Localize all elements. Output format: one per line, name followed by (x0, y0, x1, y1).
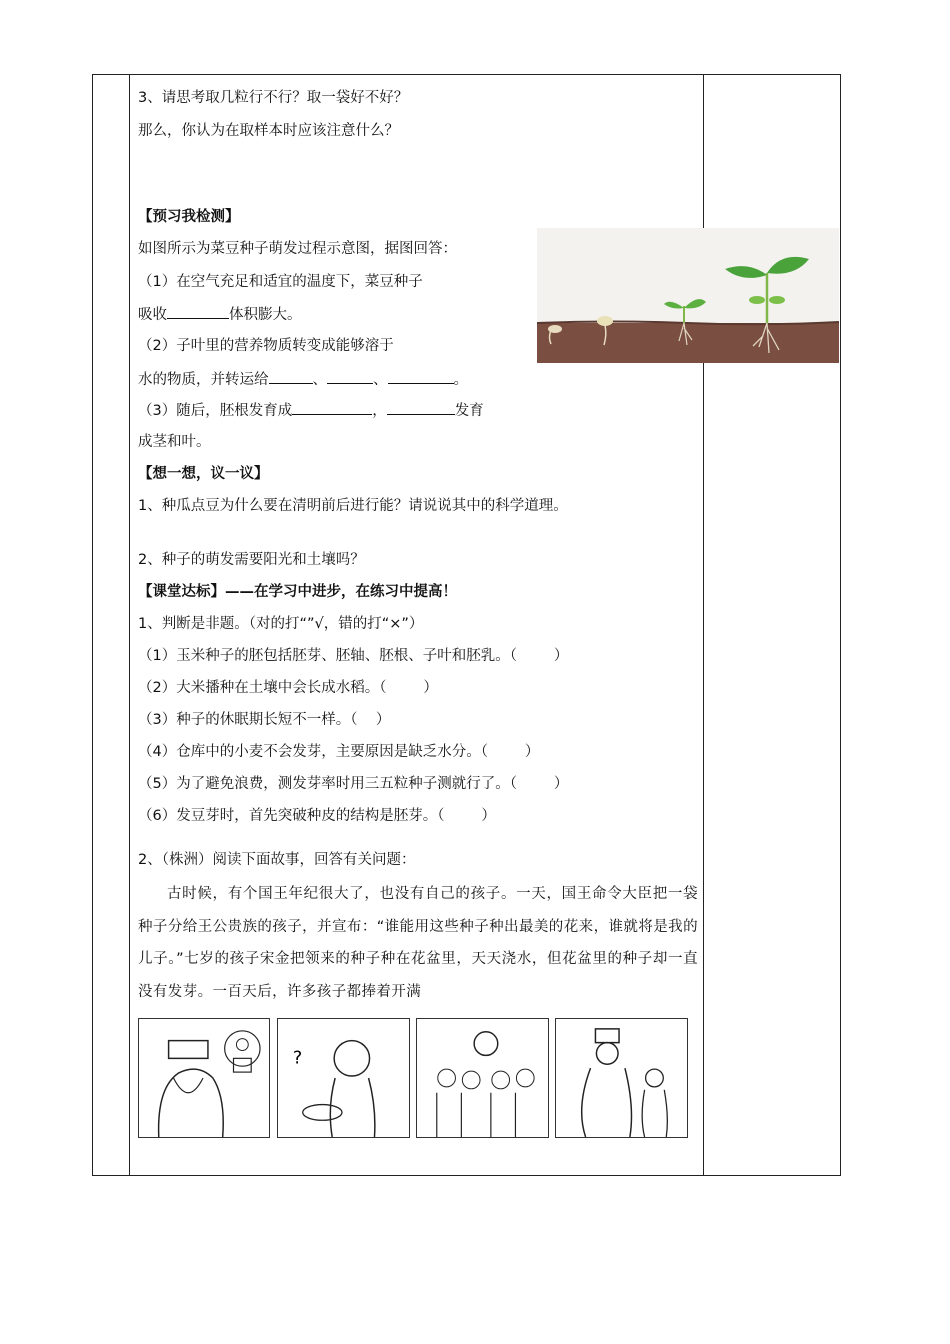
judge-item-3: （3）种子的休眠期长短不一样。（ ） (138, 712, 391, 728)
judge-title: 1、判断是非题。（对的打“”√，错的打“×”） (138, 616, 424, 632)
preview-q3-line1 (138, 400, 484, 421)
preview-q2-line1: （2）子叶里的营养物质转变成能够溶于 (138, 338, 394, 354)
comic-panel-boy (277, 1018, 410, 1138)
discuss-item-1: 1、种瓜点豆为什么要在清明前后进行能？请说说其中的科学道理。 (138, 498, 568, 514)
column-divider-left (129, 74, 130, 1176)
answer-blank[interactable] (388, 369, 454, 384)
text: （3）随后，胚根发育成 (138, 403, 293, 419)
reading-title: 2、（株洲）阅读下面故事，回答有关问题： (138, 852, 416, 868)
judge-item-1: （1）玉米种子的胚包括胚芽、胚轴、胚根、子叶和胚乳。（ ） (138, 648, 569, 664)
germination-illustration (537, 228, 839, 363)
classroom-heading: 【课堂达标】——在学习中进步，在练习中提高！ (138, 584, 457, 600)
judge-item-6: （6）发豆芽时，首先突破种皮的结构是胚芽。（ ） (138, 808, 496, 824)
preview-q3-line2: 成茎和叶。 (138, 434, 211, 450)
preview-heading: 【预习我检测】 (138, 209, 240, 225)
bean-germination-figure (537, 228, 839, 363)
boy-with-empty-pot-illustration (278, 1019, 409, 1137)
comic-panel-king (138, 1018, 270, 1138)
comic-panel-reward (555, 1018, 688, 1138)
discuss-item-2: 2、种子的萌发需要阳光和土壤吗？ (138, 552, 365, 568)
text: 。 (453, 372, 468, 388)
judge-item-2: （2）大米播种在土壤中会长成水稻。（ ） (138, 680, 438, 696)
text: 水的物质，并转运给 (138, 372, 269, 388)
answer-blank[interactable] (387, 400, 455, 415)
text: 、 (373, 372, 388, 388)
preview-q2-line2 (138, 369, 468, 390)
preview-q1-line1: （1）在空气充足和适宜的温度下，菜豆种子 (138, 274, 423, 290)
text: 发育 (454, 403, 484, 419)
text: 体积膨大。 (229, 307, 302, 323)
children-with-flowers-illustration (417, 1019, 548, 1137)
story-paragraph: 古时候，有个国王年纪很大了，也没有自己的孩子。一天，国王命令大臣把一袋种子分给王公贵族的孩子，并宣布：“谁能用这些种子种出最美的花来，谁就将是我的儿子。”七岁的孩子宋金把领来的种子种在花盆里，天天浇水，但花盆里的种子却一直没有发芽。一百天后，许多孩子都捧着开满 (138, 886, 698, 1000)
question-3-line2: 那么，你认为在取样本时应该注意什么？ (138, 123, 399, 139)
judge-item-5: （5）为了避免浪费，测发芽率时用三五粒种子测就行了。（ ） (138, 776, 569, 792)
comic-panel-crowd (416, 1018, 549, 1138)
judge-item-4: （4）仓库中的小麦不会发芽，主要原因是缺乏水分。（ ） (138, 744, 540, 760)
king-embraces-boy-illustration (556, 1019, 687, 1137)
svg-text:?: ? (292, 1048, 303, 1069)
answer-blank[interactable] (327, 369, 373, 384)
answer-blank[interactable] (292, 400, 372, 415)
preview-q1-line2 (138, 304, 302, 325)
king-with-flowerpot-illustration (139, 1019, 269, 1137)
answer-blank[interactable] (269, 369, 313, 384)
discuss-heading: 【想一想，议一议】 (138, 466, 269, 482)
text: 、 (312, 372, 327, 388)
text: ， (372, 403, 387, 419)
preview-intro: 如图所示为菜豆种子萌发过程示意图，据图回答： (138, 241, 457, 257)
answer-blank[interactable] (167, 304, 229, 319)
question-3-line1: 3、请思考取几粒行不行？取一袋好不好？ (138, 90, 409, 106)
text: 吸收 (138, 307, 167, 323)
